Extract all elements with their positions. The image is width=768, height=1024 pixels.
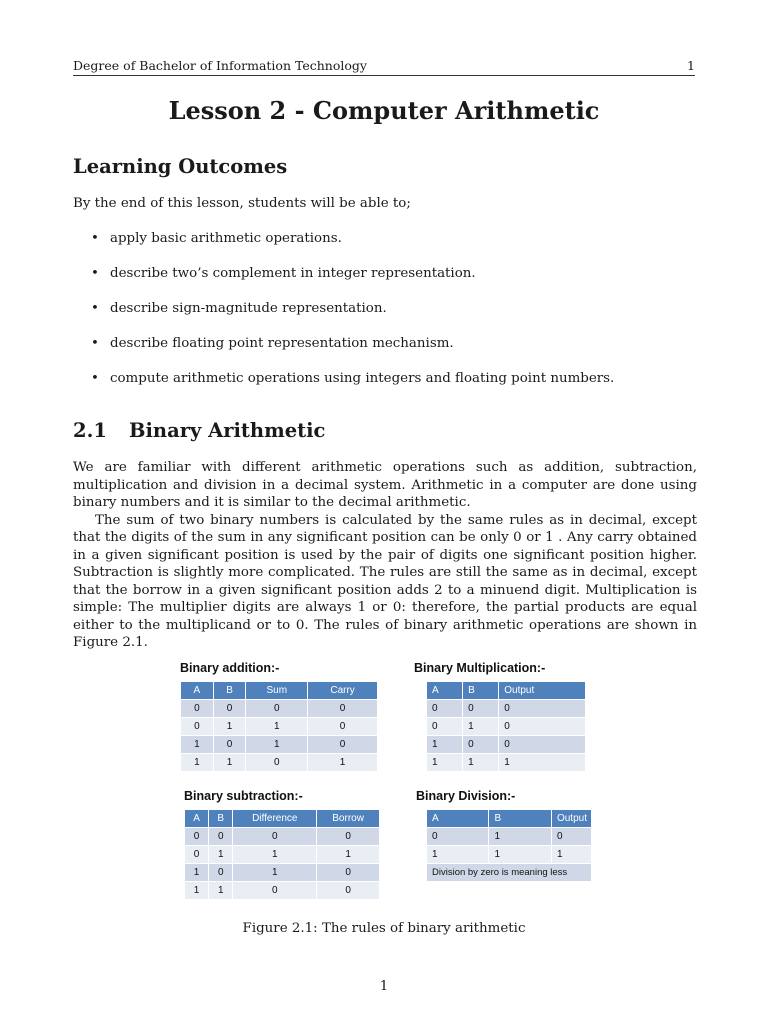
- table-header-cell: Output: [499, 682, 586, 700]
- table-cell: 0: [185, 828, 209, 846]
- table-header-cell: A: [427, 682, 463, 700]
- table-row: [185, 864, 380, 882]
- table-cell: 1: [181, 754, 214, 772]
- table-row: [181, 700, 378, 718]
- paragraph: The sum of two binary numbers is calculated by the same rules as in decimal, except that the digits of the sum in any significant position can be only 0 or 1 . Any carry obtained in a given significant position is used by the pair of digits one significant position higher. Subtraction is slightly more complicated. The rules are still the same as in decimal, except that the borrow in a given significant position adds 2 to a minuend digit. Multiplication is simple: The multiplier digits are always 1 or 0: therefore, the partial products are equal either to the multiplicand or to 0. The rules of binary arithmetic operations are shown in Figure 2.1.: [73, 512, 697, 650]
- table-cell: 1: [427, 846, 489, 864]
- subtraction-table: [184, 809, 380, 900]
- table-cell: 0: [463, 700, 499, 718]
- bullet-icon: •: [91, 301, 99, 316]
- table-cell: 0: [209, 828, 233, 846]
- section-number: 2.1: [73, 419, 107, 442]
- table-cell: 0: [427, 718, 463, 736]
- table-header-cell: A: [427, 810, 489, 828]
- outcomes-intro: By the end of this lesson, students will be able to;: [73, 196, 411, 211]
- table-row: [185, 846, 380, 864]
- table-cell: 1: [489, 828, 551, 846]
- table-cell: 0: [551, 828, 591, 846]
- division-title: Binary Division:-: [416, 789, 516, 803]
- table-cell: 0: [209, 864, 233, 882]
- table-row: [427, 718, 586, 736]
- table-cell: 1: [463, 718, 499, 736]
- table-cell: 1: [308, 754, 378, 772]
- bullet-icon: •: [91, 266, 99, 281]
- header-title: Degree of Bachelor of Information Technology: [73, 58, 367, 73]
- figure-caption: Figure 2.1: The rules of binary arithmetic: [242, 921, 526, 936]
- table-cell: 0: [317, 828, 380, 846]
- table-header-cell: B: [213, 682, 246, 700]
- header-page-number: 1: [687, 58, 695, 73]
- outcomes-list: [88, 231, 614, 406]
- bullet-icon: •: [91, 231, 99, 246]
- addition-block: [180, 661, 378, 772]
- addition-title: Binary addition:-: [180, 661, 280, 675]
- table-cell: 1: [213, 754, 246, 772]
- list-item: • apply basic arithmetic operations.: [91, 231, 342, 246]
- list-item: • describe sign-magnitude representation.: [91, 301, 387, 316]
- section-title: Binary Arithmetic: [129, 419, 326, 442]
- paragraph: We are familiar with different arithmetic operations such as addition, subtraction, multiplication and division in a decimal system. Arithmetic in a computer are done using binary numbers and it is similar to the decimal arithmetic.: [73, 460, 697, 510]
- table-cell: 1: [213, 718, 246, 736]
- table-cell: 1: [246, 718, 308, 736]
- table-cell: 0: [317, 882, 380, 900]
- table-header-cell: Borrow: [317, 810, 380, 828]
- table-cell: 0: [181, 700, 214, 718]
- table-cell: 0: [213, 736, 246, 754]
- division-table: [426, 809, 592, 882]
- table-cell: 0: [427, 700, 463, 718]
- table-header-cell: Sum: [246, 682, 308, 700]
- table-cell: 1: [463, 754, 499, 772]
- table-cell: 1: [317, 846, 380, 864]
- table-cell: 1: [233, 864, 317, 882]
- table-cell: 1: [209, 846, 233, 864]
- learning-outcomes-heading: Learning Outcomes: [73, 155, 288, 178]
- subtraction-title: Binary subtraction:-: [184, 789, 303, 803]
- multiplication-table: [426, 681, 586, 772]
- table-cell: 0: [213, 700, 246, 718]
- division-note: Division by zero is meaning less: [427, 864, 592, 882]
- table-cell: 1: [181, 736, 214, 754]
- subtraction-block: [184, 789, 380, 900]
- table-cell: 1: [489, 846, 551, 864]
- table-row: [181, 754, 378, 772]
- table-cell: 1: [209, 882, 233, 900]
- table-cell: 0: [181, 718, 214, 736]
- table-cell: 0: [427, 828, 489, 846]
- multiplication-block: [414, 661, 586, 772]
- table-cell: 0: [233, 828, 317, 846]
- table-header-cell: B: [209, 810, 233, 828]
- table-cell: 0: [246, 700, 308, 718]
- table-header-cell: A: [185, 810, 209, 828]
- table-header-cell: Output: [551, 810, 591, 828]
- table-cell: 0: [185, 846, 209, 864]
- table-cell: 1: [427, 754, 463, 772]
- table-cell: 1: [233, 846, 317, 864]
- table-row: [427, 736, 586, 754]
- table-cell: 1: [185, 864, 209, 882]
- table-header-cell: A: [181, 682, 214, 700]
- table-cell: 1: [246, 736, 308, 754]
- table-header-cell: Carry: [308, 682, 378, 700]
- table-row: [427, 700, 586, 718]
- table-cell: 0: [317, 864, 380, 882]
- running-header: [73, 58, 695, 76]
- list-item: • compute arithmetic operations using integers and floating point numbers.: [91, 371, 615, 386]
- addition-table: [180, 681, 378, 772]
- table-header-cell: Difference: [233, 810, 317, 828]
- lesson-title: Lesson 2 - Computer Arithmetic: [168, 96, 600, 125]
- table-row: [185, 828, 380, 846]
- bullet-icon: •: [91, 371, 99, 386]
- division-block: [416, 789, 592, 882]
- table-cell: 0: [499, 718, 586, 736]
- table-row: [427, 754, 586, 772]
- table-cell: 0: [308, 736, 378, 754]
- table-cell: 0: [308, 700, 378, 718]
- table-cell: 0: [499, 700, 586, 718]
- section-heading: [73, 419, 325, 442]
- list-item: • describe two’s complement in integer representation.: [91, 266, 476, 281]
- table-row: [181, 718, 378, 736]
- table-row: [427, 864, 592, 882]
- table-row: [185, 882, 380, 900]
- table-header-cell: B: [463, 682, 499, 700]
- table-cell: 0: [233, 882, 317, 900]
- table-cell: 0: [463, 736, 499, 754]
- table-cell: 1: [551, 846, 591, 864]
- list-item: • describe floating point representation mechanism.: [91, 336, 454, 351]
- table-header-cell: B: [489, 810, 551, 828]
- table-row: [427, 846, 592, 864]
- table-cell: 1: [499, 754, 586, 772]
- page-number: 1: [379, 979, 389, 994]
- table-cell: 0: [308, 718, 378, 736]
- table-row: [427, 828, 592, 846]
- table-row: [181, 736, 378, 754]
- section-body: [73, 459, 697, 652]
- table-cell: 0: [246, 754, 308, 772]
- table-cell: 0: [499, 736, 586, 754]
- table-cell: 1: [185, 882, 209, 900]
- bullet-icon: •: [91, 336, 99, 351]
- multiplication-title: Binary Multiplication:-: [414, 661, 546, 675]
- table-cell: 1: [427, 736, 463, 754]
